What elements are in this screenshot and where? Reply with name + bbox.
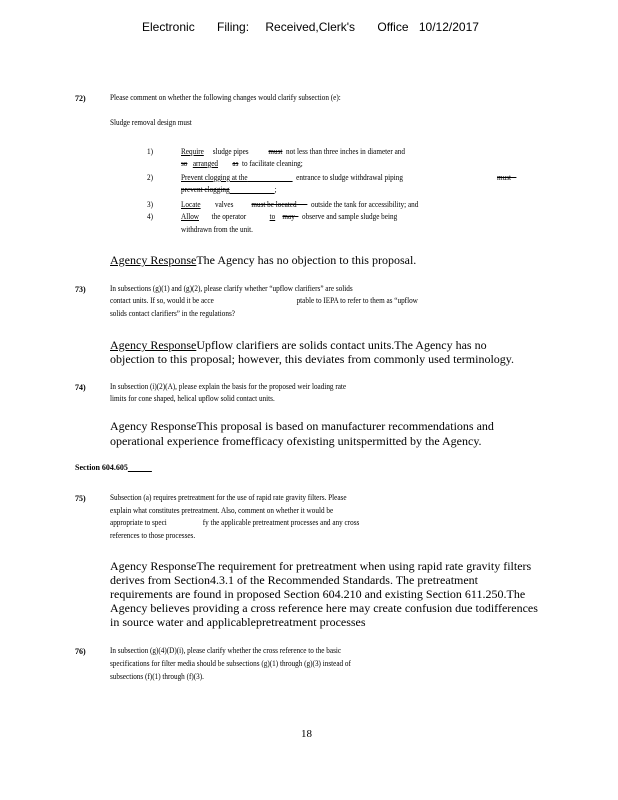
item-number: 4): [147, 212, 154, 221]
header-word-filing: Filing:: [217, 20, 250, 34]
question-number: 74): [75, 383, 86, 392]
agency-response: Agency ResponseThis proposal is based on manufacturer recommendations and: [110, 419, 494, 433]
agency-response: Agency ResponseThe Agency has no objection to this proposal.: [110, 253, 417, 267]
question-text: appropriate to speci fy the applicable pretreatment processes and any cross: [110, 518, 360, 527]
sludge-heading: Sludge removal design must: [110, 118, 192, 127]
item-text: must: [497, 173, 512, 182]
agency-response: Agency ResponseUpflow clarifiers are solids contact units.The Agency has no: [110, 338, 487, 352]
question-text: contact units. If so, would it be acce ptable to IEPA to refer to them as “upflow: [110, 296, 418, 305]
question-text: references to those processes.: [110, 531, 196, 540]
question-number: 72): [75, 94, 86, 103]
agency-response: requirements are found in proposed Section 604.210 and existing Section 611.250.The: [110, 587, 526, 601]
item-text: Locate valves must be located outside the tank for accessibility; and: [181, 200, 419, 209]
item-text: Allow the operator to may observe and sample sludge being: [181, 212, 398, 221]
question-text: explain what constitutes pretreatment. Also, comment on whether it would be: [110, 506, 334, 515]
agency-response: Agency believes providing a cross reference here may create confusion due todifferences: [110, 601, 538, 615]
section-title: Section 604.605: [75, 463, 128, 472]
question-text: Subsection (a) requires pretreatment for the use of rapid rate gravity filters. Please: [110, 493, 347, 502]
question-text: In subsection (i)(2)(A), please explain the basis for the proposed weir loading rate: [110, 382, 347, 391]
item-text: so arranged as to facilitate cleaning;: [181, 159, 303, 168]
item-number: 1): [147, 147, 154, 156]
question-text: Please comment on whether the following changes would clarify subsection (e):: [110, 93, 341, 102]
item-text: withdrawn from the unit.: [181, 225, 253, 234]
question-text: subsections (f)(1) through (f)(3).: [110, 672, 204, 681]
header-word-electronic: Electronic: [142, 20, 195, 34]
header-word-received: Received,Clerk's: [265, 20, 356, 34]
agency-response: operational experience fromefficacy ofexisting unitspermitted by the Agency.: [110, 434, 482, 448]
question-number: 75): [75, 494, 86, 503]
question-text: solids contact clarifiers” in the regulations?: [110, 309, 235, 318]
item-number: 2): [147, 173, 154, 182]
question-number: 73): [75, 285, 86, 294]
filing-header: [142, 20, 479, 34]
item-number: 3): [147, 200, 154, 209]
agency-response: objection to this proposal; however, this deviates from commonly used terminology.: [110, 352, 515, 366]
question-number: 76): [75, 647, 86, 656]
question-text: In subsections (g)(1) and (g)(2), please clarify whether “upflow clarifiers” are solids: [110, 284, 353, 293]
agency-response: in source water and applicablepretreatment processes: [110, 615, 366, 629]
item-text: prevent clogging ;: [181, 185, 277, 194]
question-text: limits for cone shaped, helical upflow solid contact units.: [110, 394, 275, 403]
header-word-date: 10/12/2017: [418, 20, 479, 34]
response-label: Agency Response: [110, 253, 197, 267]
question-text: specifications for filter media should be subsections (g)(1) through (g)(3) instead of: [110, 659, 351, 668]
agency-response: derives from Section4.3.1 of the Recommended Standards. The pretreatment: [110, 573, 479, 587]
header-word-office: Office: [377, 20, 409, 34]
item-text: Require sludge pipes must not less than three inches in diameter and: [181, 147, 405, 156]
agency-response: Agency ResponseThe requirement for pretreatment when using rapid rate gravity filters: [110, 559, 532, 573]
page-number: 18: [301, 728, 312, 740]
item-text: Prevent clogging at the entrance to sludge withdrawal piping: [181, 173, 403, 182]
question-text: In subsection (g)(4)(D)(i), please clarify whether the cross reference to the basic: [110, 646, 342, 655]
